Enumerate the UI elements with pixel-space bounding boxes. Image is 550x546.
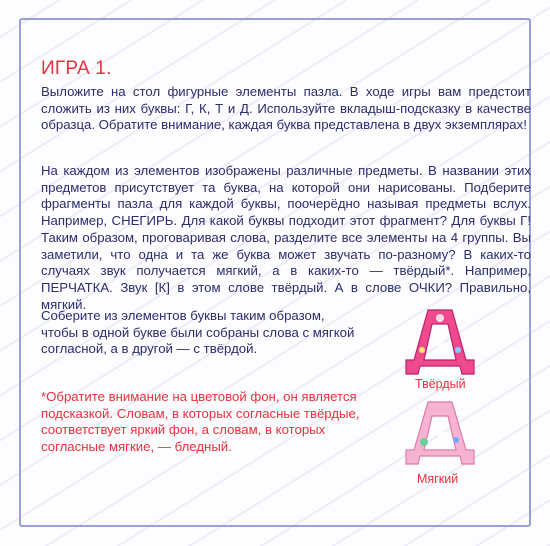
game-title: ИГРА 1. (41, 58, 112, 79)
task-paragraph: Соберите из элементов буквы таким образом, чтобы в одной букве были собраны слова с мягкой согласной, а в другой — с твёрдой. (41, 308, 355, 357)
intro-paragraph: Выложите на стол фигурные элементы пазла. В ходе игры вам предстоит сложить из них буквы: Г, К, Т и Д. Используйте вкладыш-подсказку в качестве образца. Обратите внимание, каждая буква представлена в двух экземплярах! (41, 84, 531, 133)
color-hint-note: *Обратите внимание на цветовой фон, он является подсказкой. Словам, в которых согласные твёрдые, соответствует яркий фон, а словам, в которых согласные мягкие, — бледный. (41, 389, 360, 455)
letter-d-hard-illustration (400, 306, 480, 376)
soft-caption: Мягкий (417, 472, 459, 486)
letter-d-soft-illustration (400, 400, 480, 466)
hard-caption: Твёрдый (415, 377, 466, 391)
explanation-paragraph: На каждом из элементов изображены различные предметы. В названии этих предметов присутствует та буква, на которой они нарисованы. Подберите фрагменты пазла для каждой буквы, поочерёдно называя предметы вслух. Например, СНЕГИРЬ. Для какой буквы подходит этот фрагмент? Для буквы Г! Таким образом, проговаривая слова, разделите все элементы на 4 группы. Вы заметили, что одна и та же буква может звучать по-разному? В каких-то случаях звук получается мягкий, а в каких-то — твёрдый*. Например, ПЕРЧАТКА. Звук [К] в этом слове твёрдый. А в слове ОЧКИ? Правильно, мягкий. (41, 163, 531, 312)
